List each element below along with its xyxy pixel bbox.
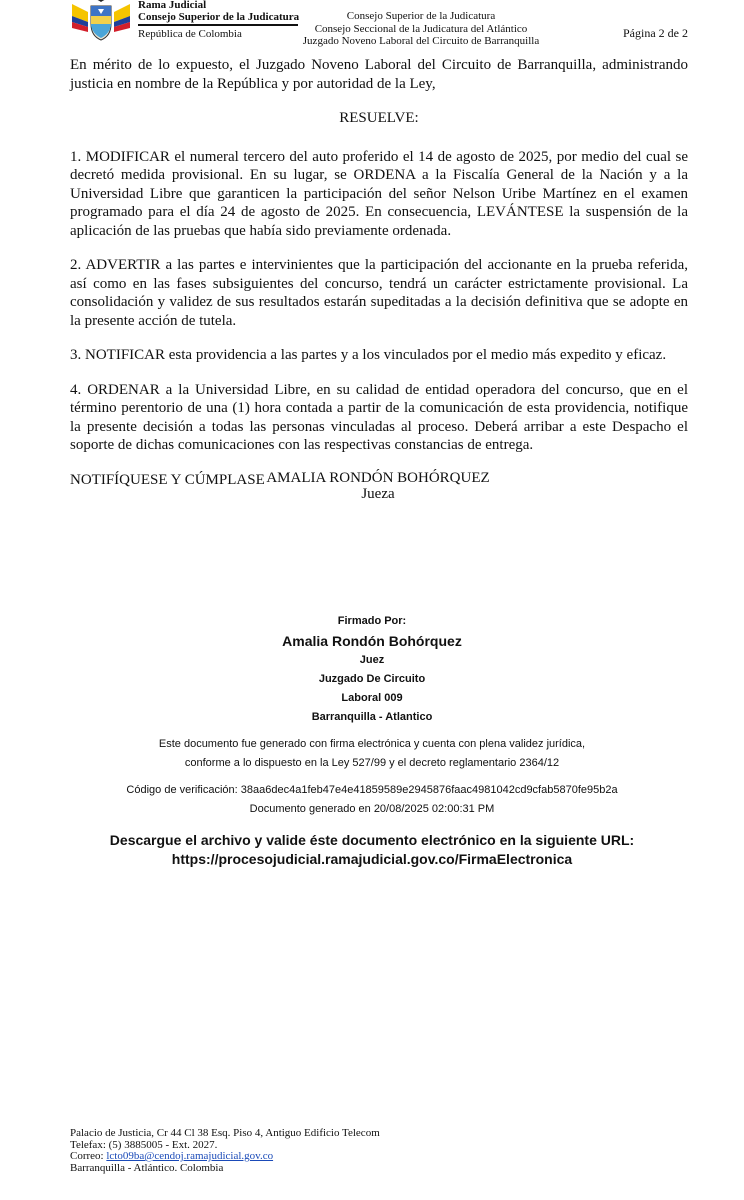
org-divider <box>138 24 298 26</box>
document-body <box>70 56 688 489</box>
footer-email-row <box>70 1151 380 1163</box>
page-number: Página 2 de 2 <box>623 26 688 40</box>
electronic-signature-block <box>0 612 744 869</box>
validation-url[interactable]: https://procesojudicial.ramajudicial.gov.co/FirmaElectronica <box>171 851 573 867</box>
org-line-3: República de Colombia <box>138 27 242 40</box>
download-instruction: Descargue el archivo y valide éste documento electrónico en la siguiente URL: <box>109 832 635 848</box>
signer-block <box>170 470 586 502</box>
resolution-item-1: 1. MODIFICAR el numeral tercero del auto proferido el 14 de agosto de 2025, por medio del cual se decretó medida provisional. En su lugar, se ORDENA a la Fiscalía General de la Nación y a la Universidad Libre que garanticen la participación del señor Nelson Uribe Martínez en el examen programado para el día 24 de agosto de 2025. En consecuencia, LEVÁNTESE la suspensión de la aplicación de las pruebas que había sido previamente ordenada. <box>70 148 688 239</box>
colombia-coat-of-arms-icon <box>68 0 134 44</box>
judicial-branch-logo-text <box>138 0 299 40</box>
signer-name: AMALIA RONDÓN BOHÓRQUEZ <box>266 470 490 486</box>
signature-unit: Laboral 009 <box>341 692 403 704</box>
intro-paragraph: En mérito de lo expuesto, el Juzgado Noveno Laboral del Circuito de Barranquilla, administrando justicia en nombre de la República y por autoridad de la Ley, <box>70 57 688 92</box>
org-line-1: Rama Judicial <box>138 0 207 11</box>
org-line-2: Consejo Superior de la Judicatura <box>138 11 300 23</box>
footer-email-link[interactable]: lcto09ba@cendoj.ramajudicial.gov.co <box>106 1150 274 1162</box>
document-header <box>0 0 744 52</box>
institution-line-3: Juzgado Noveno Laboral del Circuito de Barranquilla <box>302 35 540 47</box>
document-footer <box>70 1128 380 1174</box>
signature-court: Juzgado De Circuito <box>318 673 426 685</box>
verification-code-row <box>0 781 744 800</box>
footer-address: Palacio de Justicia, Cr 44 Cl 38 Esq. Piso 4, Antiguo Edificio Telecom <box>70 1127 380 1139</box>
signature-name: Amalia Rondón Bohórquez <box>282 633 462 649</box>
resolution-item-4: 4. ORDENAR a la Universidad Libre, en su calidad de entidad operadora del concurso, que en el término perentorio de una (1) hora contada a partir de la comunicación de esta providencia, notifique la presente decisión a todas las personas vinculadas al proceso. Deberá arribar a este Despacho el soporte de dichas comunicaciones con las respectivas constancias de entrega. <box>70 381 688 453</box>
legal-notice-line-1: Este documento fue generado con firma electrónica y cuenta con plena validez jurídica, <box>158 738 586 750</box>
institution-line-1: Consejo Superior de la Judicatura <box>346 10 496 22</box>
footer-phone: Telefax: (5) 3885005 - Ext. 2027. <box>70 1138 218 1151</box>
signature-role: Juez <box>359 654 385 666</box>
closing-statement: NOTIFÍQUESE Y CÚMPLASE <box>70 471 265 488</box>
institution-block <box>296 10 546 48</box>
resolution-item-2: 2. ADVERTIR a las partes e intervinientes que la participación del accionante en la prueba referida, así como en las fases subsiguientes del concurso, tendrá un carácter estrictamente provisional. La consolidación y validez de sus resultados estarán supeditadas a la decisión definitiva que se adopte en la presente acción de tutela. <box>70 257 688 329</box>
footer-city: Barranquilla - Atlántico. Colombia <box>70 1161 224 1174</box>
signed-by-label: Firmado Por: <box>337 615 407 627</box>
verification-code-label: Código de verificación: <box>126 784 238 796</box>
footer-email-label: Correo: <box>70 1150 104 1162</box>
resolution-item-3: 3. NOTIFICAR esta providencia a las partes y a los vinculados por el medio más expedito y eficaz. <box>70 347 667 363</box>
verification-code: 38aa6dec4a1feb47e4e41859589e2945876faac4981042cd9cfab5870fe95b2a <box>240 784 618 796</box>
institution-line-2: Consejo Seccional de la Judicatura del Atlántico <box>314 22 528 35</box>
signer-title: Jueza <box>361 486 395 502</box>
generated-timestamp: Documento generado en 20/08/2025 02:00:31 PM <box>249 803 495 815</box>
signature-city: Barranquilla - Atlantico <box>311 711 433 723</box>
resuelve-heading: RESUELVE: <box>339 110 419 126</box>
legal-notice-line-2: conforme a lo dispuesto en la Ley 527/99 y el decreto reglamentario 2364/12 <box>184 757 560 769</box>
